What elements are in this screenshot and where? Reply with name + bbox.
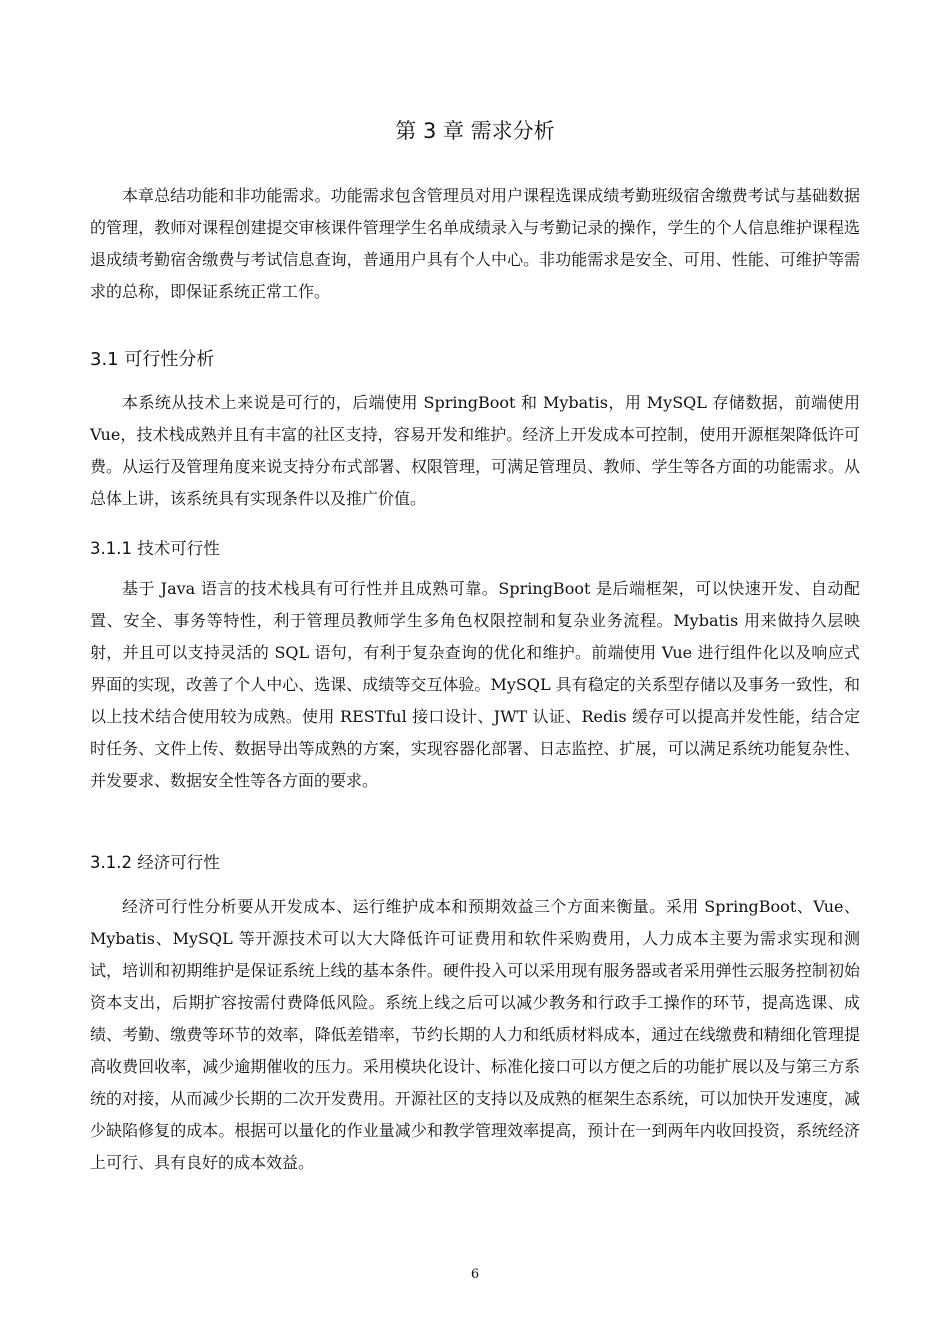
- section-heading-3-1-2: 3.1.2 经济可行性: [90, 853, 220, 872]
- intro-paragraph: 本章总结功能和非功能需求。功能需求包含管理员对用户课程选课成绩考勤班级宿舍缴费考试与基础数据的管理，教师对课程创建提交审核课件管理学生名单成绩录入与考勤记录的操作，学生的个人信息维护课程选退成绩考勤宿舍缴费与考试信息查询，普通用户具有个人中心。非功能需求是安全、可用、性能、可维护等需求的总称，即保证系统正常工作。: [90, 186, 860, 301]
- section-heading-3-1-1: 3.1.1 技术可行性: [90, 539, 220, 558]
- chapter-title: 第 3 章 需求分析: [395, 119, 555, 143]
- section-heading-3-1: 3.1 可行性分析: [90, 349, 215, 370]
- section-3-1-2: [90, 851, 860, 875]
- section-3-1-2-body: [90, 891, 860, 1179]
- section-paragraph-3-1-2: 经济可行性分析要从开发成本、运行维护成本和预期效益三个方面来衡量。采用 SpringBoot、Vue、Mybatis、MySQL 等开源技术可以大大降低许可证费用和软件采购费用，人力成本主要为需求实现和测试，培训和初期维护是保证系统上线的基本条件。硬件投入可以采用现有服务器或者采用弹性云服务控制初始资本支出，后期扩容按需付费降低风险。系统上线之后可以减少教务和行政手工操作的环节，提高选课、成绩、考勤、缴费等环节的效率，降低差错率，节约长期的人力和纸质材料成本，通过在线缴费和精细化管理提高收费回收率，减少逾期催收的压力。采用模块化设计、标准化接口可以方便之后的功能扩展以及与第三方系统的对接，从而减少长期的二次开发费用。开源社区的支持以及成熟的框架生态系统，可以加快开发速度，减少缺陷修复的成本。根据可以量化的作业量减少和教学管理效率提高，预计在一到两年内收回投资，系统经济上可行、具有良好的成本效益。: [90, 897, 860, 1172]
- section-paragraph-3-1: 本系统从技术上来说是可行的，后端使用 SpringBoot 和 Mybatis，用 MySQL 存储数据，前端使用 Vue，技术栈成熟并且有丰富的社区支持，容易开发和维护。经济上开发成本可控制，使用开源框架降低许可费。从运行及管理角度来说支持分布式部署、权限管理，可满足管理员、教师、学生等各方面的功能需求。从总体上讲，该系统具有实现条件以及推广价值。: [90, 393, 860, 508]
- section-3-1-1-body: [90, 573, 860, 797]
- intro-block: [90, 180, 860, 308]
- section-3-1: [90, 347, 860, 373]
- page-number: 6: [470, 1267, 480, 1282]
- section-3-1-body: [90, 387, 860, 515]
- section-paragraph-3-1-1: 基于 Java 语言的技术栈具有可行性并且成熟可靠。SpringBoot 是后端框架，可以快速开发、自动配置、安全、事务等特性，利于管理员教师学生多角色权限控制和复杂业务流程。Mybatis 用来做持久层映射，并且可以支持灵活的 SQL 语句，有利于复杂查询的优化和维护。前端使用 Vue 进行组件化以及响应式界面的实现，改善了个人中心、选课、成绩等交互体验。MySQL 具有稳定的关系型存储以及事务一致性，和以上技术结合使用较为成熟。使用 RESTful 接口设计、JWT 认证、Redis 缓存可以提高并发性能，结合定时任务、文件上传、数据导出等成熟的方案，实现容器化部署、日志监控、扩展，可以满足系统功能复杂性、并发要求、数据安全性等各方面的要求。: [90, 579, 860, 790]
- section-3-1-1: [90, 537, 860, 561]
